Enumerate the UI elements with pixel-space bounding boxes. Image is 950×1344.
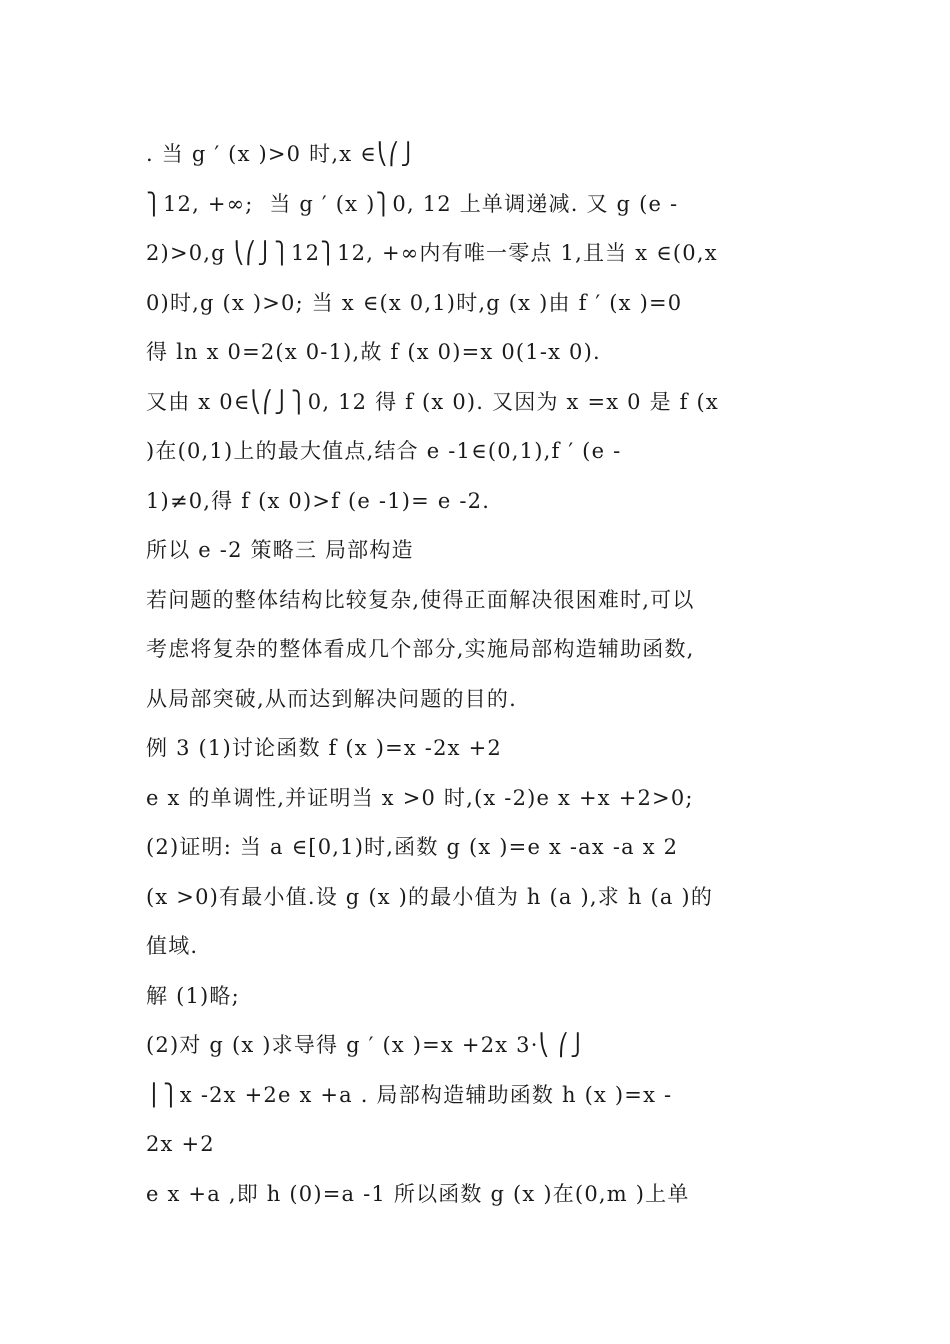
text-line: ⎫12, +∞; 当 g ′ (x )⎫0, 12 上单调递减. 又 g (e - xyxy=(146,192,679,216)
text-line: ⎪⎫x -2x +2e x +a . 局部构造辅助函数 h (x )=x - xyxy=(146,1083,673,1107)
example-line: 例 3 (1)讨论函数 f (x )=x -2x +2 xyxy=(146,736,502,760)
text-line: 2x +2 xyxy=(146,1132,215,1156)
text-line: (2)证明: 当 a ∈[0,1)时,函数 g (x )=e x -ax -a x 2 xyxy=(146,835,679,859)
text-line: 1)≠0,得 f (x 0)>f (e -1)= e -2. xyxy=(146,489,491,513)
section-heading-line: 所以 e -2 策略三 局部构造 xyxy=(146,538,414,562)
text-line: 考虑将复杂的整体看成几个部分,实施局部构造辅助函数, xyxy=(146,637,695,661)
text-line: 值域. xyxy=(146,934,199,958)
text-line: 从局部突破,从而达到解决问题的目的. xyxy=(146,687,517,711)
text-line: )在(0,1)上的最大值点,结合 e -1∈(0,1),f ′ (e - xyxy=(146,439,622,463)
text-line: (x >0)有最小值.设 g (x )的最小值为 h (a ),求 h (a )的 xyxy=(146,885,714,909)
text-line: 0)时,g (x )>0; 当 x ∈(x 0,1)时,g (x )由 f ′ (x )=0 xyxy=(146,291,683,315)
text-line: e x 的单调性,并证明当 x >0 时,(x -2)e x +x +2>0; xyxy=(146,786,694,810)
text-line: (2)对 g (x )求导得 g ′ (x )=x +2x 3·⎝ ⎛⎭ xyxy=(146,1033,587,1057)
text-line: 得 ln x 0=2(x 0-1),故 f (x 0)=x 0(1-x 0). xyxy=(146,340,601,364)
text-line: e x +a ,即 h (0)=a -1 所以函数 g (x )在(0,m )上单 xyxy=(146,1182,690,1206)
text-line: 若问题的整体结构比较复杂,使得正面解决很困难时,可以 xyxy=(146,588,695,612)
text-line: . 当 g ′ (x )>0 时,x ∈⎝⎛⎭ xyxy=(146,142,418,166)
solution-line: 解 (1)略; xyxy=(146,984,240,1008)
text-line: 2)>0,g ⎝⎛⎭⎫12⎫12, +∞内有唯一零点 1,且当 x ∈(0,x xyxy=(146,241,718,265)
text-line: 又由 x 0∈⎝⎛⎭⎫0, 12 得 f (x 0). 又因为 x =x 0 是 f (x xyxy=(146,390,719,414)
